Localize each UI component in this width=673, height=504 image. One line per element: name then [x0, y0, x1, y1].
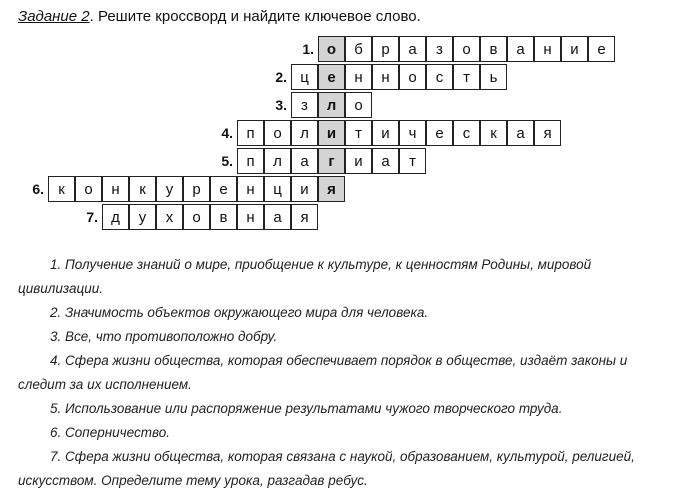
letter-cell: е [210, 176, 237, 202]
letter-cell: в [480, 36, 507, 62]
keyword-cell: г [318, 148, 345, 174]
task-label: Задание 2 [18, 8, 90, 25]
letter-cell: з [291, 92, 318, 118]
letter-cell: в [210, 204, 237, 230]
letter-cell: п [237, 120, 264, 146]
row-number: 5. [221, 153, 233, 169]
row-number: 4. [221, 125, 233, 141]
letter-cell: о [345, 92, 372, 118]
clue-3: 3. Все, что противоположно добру. [50, 329, 278, 344]
letter-cell: а [507, 36, 534, 62]
letter-cell: и [561, 36, 588, 62]
clue-list [18, 253, 663, 493]
letter-cell: х [156, 204, 183, 230]
letter-cell: ь [480, 64, 507, 90]
letter-cell: и [345, 148, 372, 174]
keyword-cell: о [318, 36, 345, 62]
letter-cell: н [237, 204, 264, 230]
letter-cell: о [183, 204, 210, 230]
letter-cell: о [264, 120, 291, 146]
keyword-cell: и [318, 120, 345, 146]
keyword-cell: л [318, 92, 345, 118]
letter-cell: о [453, 36, 480, 62]
letter-cell: л [264, 148, 291, 174]
letter-cell: т [453, 64, 480, 90]
clue-5: 5. Использование или распоряжение результатами чужого творческого труда. [50, 401, 563, 416]
task-instruction: . Решите кроссворд и найдите ключевое слово. [89, 8, 421, 25]
row-number: 1. [302, 41, 314, 57]
letter-cell: ц [291, 64, 318, 90]
letter-cell: с [453, 120, 480, 146]
clue-2: 2. Значимость объектов окружающего мира для человека. [50, 305, 429, 320]
letter-cell: а [372, 148, 399, 174]
letter-cell: о [75, 176, 102, 202]
letter-cell: а [291, 148, 318, 174]
letter-cell: р [183, 176, 210, 202]
crossword-grid [0, 0, 673, 235]
letter-cell: я [291, 204, 318, 230]
letter-cell: е [588, 36, 615, 62]
letter-cell: н [102, 176, 129, 202]
letter-cell: к [129, 176, 156, 202]
keyword-cell: я [318, 176, 345, 202]
letter-cell: н [345, 64, 372, 90]
letter-cell: е [426, 120, 453, 146]
row-number: 6. [32, 181, 44, 197]
letter-cell: т [399, 148, 426, 174]
clue-7: 7. Сфера жизни общества, которая связана с наукой, образованием, культурой, религией, искусством. Определите тему урока, разгадав ребус. [18, 449, 635, 488]
letter-cell: у [129, 204, 156, 230]
letter-cell: б [345, 36, 372, 62]
letter-cell: а [399, 36, 426, 62]
keyword-cell: е [318, 64, 345, 90]
letter-cell: ц [264, 176, 291, 202]
letter-cell: н [237, 176, 264, 202]
clue-6: 6. Соперничество. [50, 425, 170, 440]
letter-cell: у [156, 176, 183, 202]
letter-cell: ч [399, 120, 426, 146]
letter-cell: я [534, 120, 561, 146]
letter-cell: к [480, 120, 507, 146]
letter-cell: и [291, 176, 318, 202]
letter-cell: с [426, 64, 453, 90]
letter-cell: к [48, 176, 75, 202]
letter-cell: и [372, 120, 399, 146]
letter-cell: т [345, 120, 372, 146]
row-number: 3. [275, 97, 287, 113]
letter-cell: д [102, 204, 129, 230]
letter-cell: н [534, 36, 561, 62]
clue-4: 4. Сфера жизни общества, которая обеспечивает порядок в обществе, издаёт законы и следит за их исполнением. [18, 353, 628, 392]
letter-cell: л [291, 120, 318, 146]
letter-cell: р [372, 36, 399, 62]
row-number: 2. [275, 69, 287, 85]
letter-cell: о [399, 64, 426, 90]
letter-cell: а [264, 204, 291, 230]
letter-cell: н [372, 64, 399, 90]
letter-cell: з [426, 36, 453, 62]
clue-1: 1. Получение знаний о мире, приобщение к культуре, к ценностям Родины, мировой цивилизации. [18, 257, 592, 296]
letter-cell: а [507, 120, 534, 146]
letter-cell: п [237, 148, 264, 174]
row-number: 7. [86, 209, 98, 225]
